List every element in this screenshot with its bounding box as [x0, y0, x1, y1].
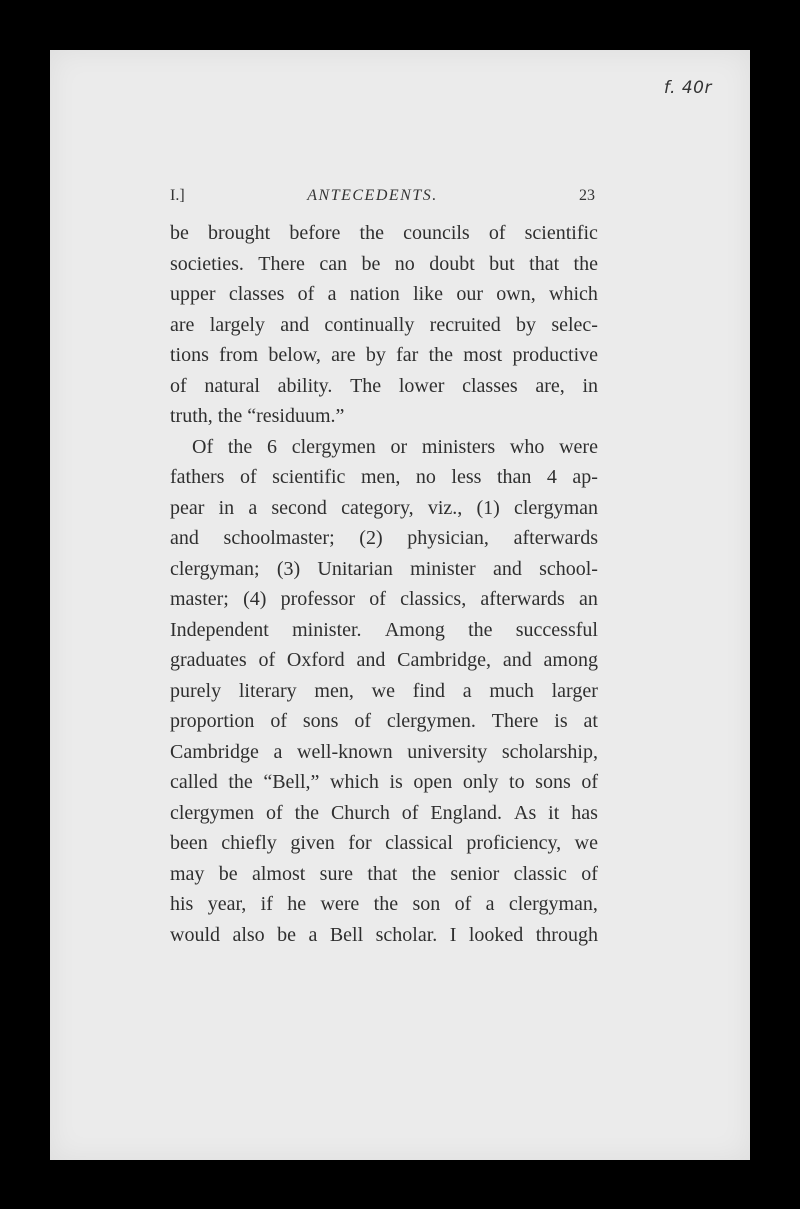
text-line: graduates of Oxford and Cambridge, and among — [170, 649, 598, 671]
text-line: are largely and continually recruited by selec- — [170, 313, 598, 336]
text-line: Independent minister. Among the successful — [170, 618, 598, 641]
text-line: upper classes of a nation like our own, which — [170, 283, 598, 305]
text-line: purely literary men, we find a much larger — [170, 679, 598, 702]
running-head — [170, 187, 595, 209]
text-line: been chiefly given for classical proficiency, we — [170, 832, 598, 854]
text-line: may be almost sure that the senior classic of — [170, 862, 598, 885]
text-line: be brought before the councils of scientific — [170, 222, 598, 244]
text-line: clergyman; (3) Unitarian minister and school- — [170, 557, 598, 580]
chapter-number: I.] — [170, 187, 185, 204]
text-line: and schoolmaster; (2) physician, afterwards — [170, 527, 598, 549]
body-text — [170, 218, 598, 950]
page-number: 23 — [579, 187, 595, 204]
text-line: Of the 6 clergymen or ministers who were — [192, 435, 598, 458]
text-line: called the “Bell,” which is open only to sons of — [170, 771, 598, 793]
text-line: societies. There can be no doubt but that the — [170, 252, 598, 275]
book-page — [50, 50, 750, 1160]
text-line: of natural ability. The lower classes are, in — [170, 374, 598, 397]
text-line: Cambridge a well-known university scholarship, — [170, 740, 598, 763]
text-line: would also be a Bell scholar. I looked through — [170, 923, 598, 946]
folio-annotation: f. 40r — [663, 78, 712, 98]
text-line: truth, the “residuum.” — [170, 405, 345, 427]
text-line: pear in a second category, viz., (1) clergyman — [170, 496, 598, 519]
text-line: fathers of scientific men, no less than 4 ap- — [170, 466, 598, 488]
text-line: clergymen of the Church of England. As it has — [170, 801, 598, 824]
text-line: proportion of sons of clergymen. There is at — [170, 710, 598, 732]
text-line: tions from below, are by far the most productive — [170, 344, 598, 366]
text-line: his year, if he were the son of a clergyman, — [170, 893, 598, 915]
running-title: ANTECEDENTS. — [307, 187, 438, 204]
text-line: master; (4) professor of classics, afterwards an — [170, 588, 598, 610]
